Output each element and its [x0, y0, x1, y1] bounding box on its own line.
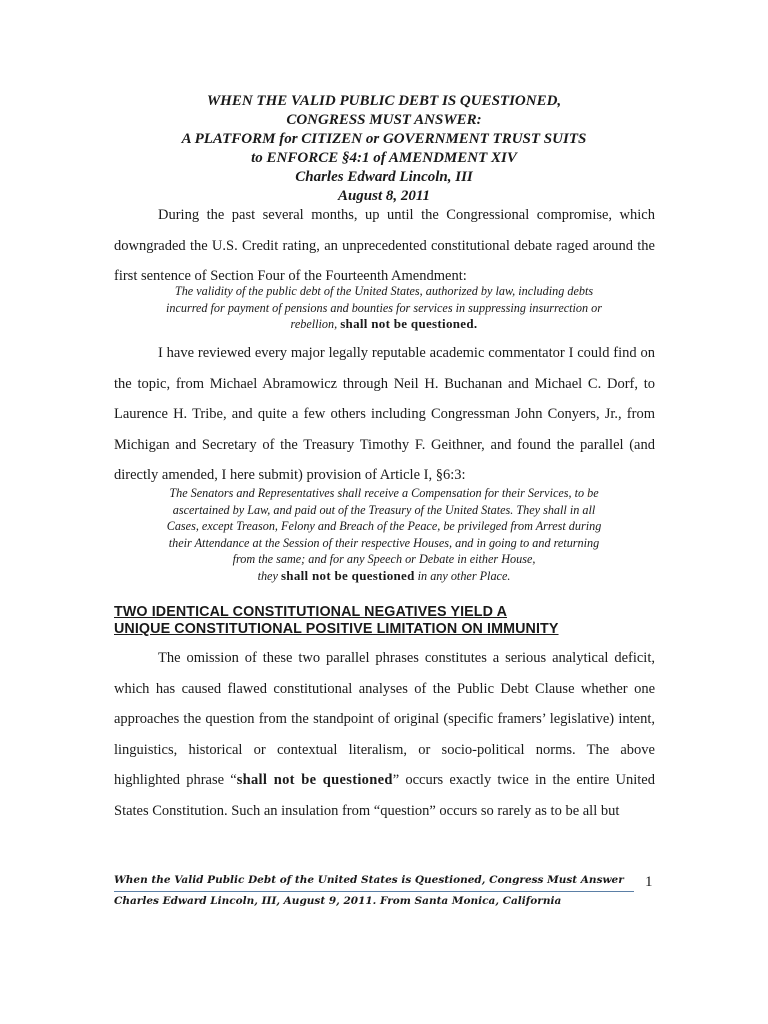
quote2-line-1: The Senators and Representatives shall receive a Compensation for their Services, to be	[169, 486, 599, 500]
heading-line-1: TWO IDENTICAL CONSTITUTIONAL NEGATIVES YIELD A	[114, 604, 508, 620]
title-line-3: A PLATFORM for CITIZEN or GOVERNMENT TRUST SUITS	[181, 131, 587, 147]
quote2-line-4: their Attendance at the Session of their respective Houses, and in going to and returning	[168, 535, 600, 550]
block-quote-article-i	[140, 485, 628, 585]
block-quote-public-debt	[140, 283, 628, 333]
quote1-line-2: incurred for payment of pensions and bounties for services in suppressing insurrection or	[165, 300, 602, 315]
quote2-highlight: shall not be questioned	[280, 567, 415, 583]
title-line-1: WHEN THE VALID PUBLIC DEBT IS QUESTIONED,	[206, 93, 562, 109]
quote1-line-3	[140, 316, 628, 333]
footer-divider	[114, 891, 634, 892]
footer-author-line: Charles Edward Lincoln, III, August 9, 2011. From Santa Monica, California	[114, 895, 562, 907]
paragraph-2-text: I have reviewed every major legally reputable academic commentator I could find on the topic, from Michael Abramowicz through Neil H. Buchanan and Michael C. Dorf, to Laurence H. Tribe, and quite a few others including Congressman John Conyers, Jr., from Michigan and Secretary of the Treasury Timothy F. Geithner, and found the parallel (and directly amended, I here submit) provision of Article I, §6:3:	[114, 345, 655, 483]
title-line-4: to ENFORCE §4:1 of AMENDMENT XIV	[251, 150, 517, 166]
paragraph-1-text: During the past several months, up until the Congressional compromise, which downgraded the U.S. Credit rating, an unprecedented constitutional debate raged around the first sentence of Section Four of the Fourteenth Amendment:	[114, 207, 655, 284]
section-heading	[114, 604, 655, 638]
page-number: 1	[645, 874, 653, 890]
quote2-line-3: Cases, except Treason, Felony and Breach of the Peace, be privileged from Arrest during	[166, 519, 602, 534]
paragraph-3-text-b: ” occurs exactly twice in the entire United States Constitution. Such an insulation from “question” occurs so rarely as to be all but	[114, 772, 655, 819]
paragraph-2	[114, 338, 655, 491]
quote1-line-3-prefix: rebellion,	[290, 317, 341, 332]
quote2-line-6-prefix: they	[257, 568, 281, 583]
title-line-2: CONGRESS MUST ANSWER:	[286, 112, 482, 128]
paragraph-3-highlight: shall not be questioned	[236, 772, 393, 788]
paragraph-3-text-a: The omission of these two parallel phrases constitutes a serious analytical deficit, which has caused flawed constitutional analyses of the Public Debt Clause whether one approaches the question from the standpoint of original (specific framers’ legislative) intent, linguistics, historical or contextual literalism, or socio-political norms. The above highlighted phrase “	[114, 650, 655, 788]
paragraph-3	[114, 643, 655, 826]
paragraph-1	[114, 200, 655, 292]
title-date: August 8, 2011	[337, 188, 431, 204]
quote2-line-5: from the same; and for any Speech or Debate in either House,	[232, 552, 536, 567]
title-author: Charles Edward Lincoln, III	[295, 169, 473, 185]
quote2-line-6	[140, 568, 628, 585]
heading-line-2: UNIQUE CONSTITUTIONAL POSITIVE LIMITATION ON IMMUNITY	[114, 621, 559, 637]
quote2-line-2: ascertained by Law, and paid out of the Treasury of the United States. They shall in all	[172, 502, 596, 517]
document-title	[114, 92, 654, 206]
footer-running-title: When the Valid Public Debt of the United States is Questioned, Congress Must Answer	[114, 874, 624, 886]
quote1-highlight: shall not be questioned.	[340, 316, 478, 332]
quote1-line-1: The validity of the public debt of the United States, authorized by law, including debts	[174, 284, 594, 298]
quote2-line-6-suffix: in any other Place.	[414, 568, 511, 583]
